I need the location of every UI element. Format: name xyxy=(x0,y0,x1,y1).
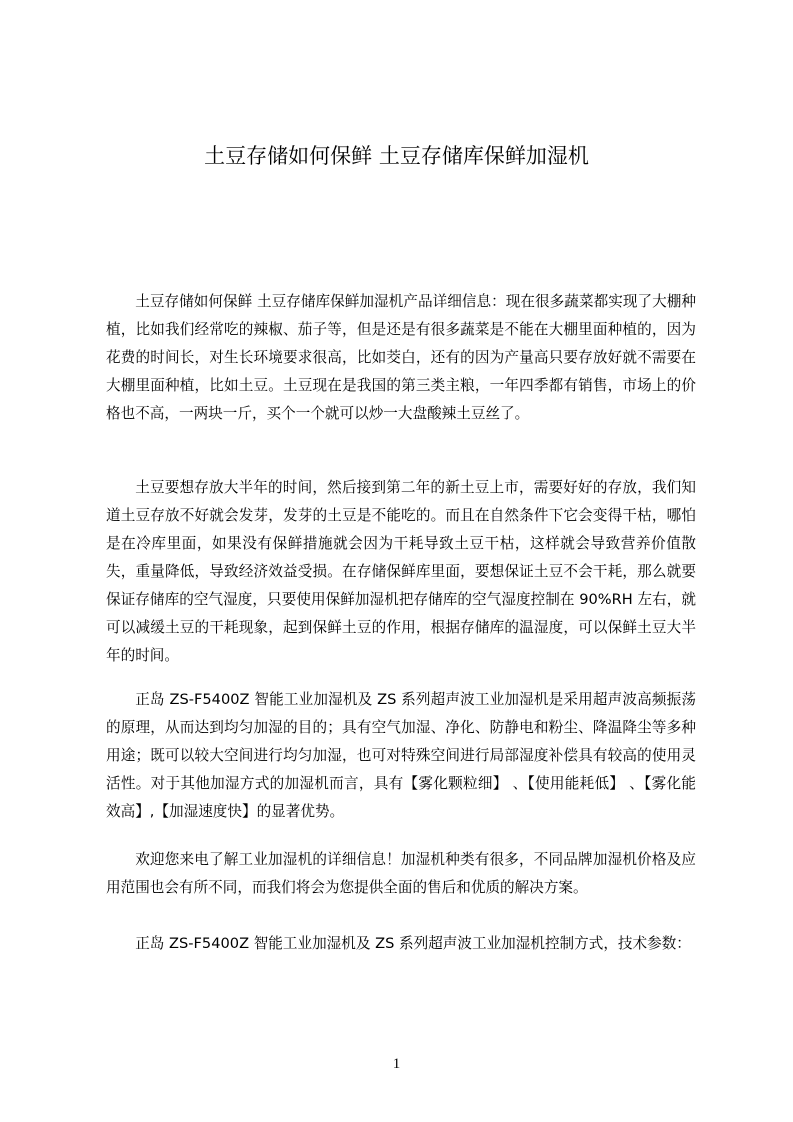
page-number: 1 xyxy=(392,1056,401,1072)
paragraph-contact: 欢迎您来电了解工业加湿机的详细信息！加湿机种类有很多，不同品牌加湿机价格及应用范围也会有所不同，而我们将会为您提供全面的售后和优质的解决方案。 xyxy=(106,851,696,896)
paragraph-intro: 土豆存储如何保鲜 土豆存储库保鲜加湿机产品详细信息：现在很多蔬菜都实现了大棚种植，比如我们经常吃的辣椒、茄子等，但是还是有很多蔬菜是不能在大棚里面种植的，因为花费的时间长，对生长环境要求很高，比如茭白，还有的因为产量高只要存放好就不需要在大棚里面种植，比如土豆。土豆现在是我国的第三类主粮，一年四季都有销售，市场上的价格也不高，一两块一斤，买个一个就可以炒一大盘酸辣土豆丝了。 xyxy=(106,293,696,422)
paragraph-product: 正岛 ZS-F5400Z 智能工业加湿机及 ZS 系列超声波工业加湿机是采用超声波高频振荡的原理，从而达到均匀加湿的目的；具有空气加湿、净化、防静电和粉尘、降温降尘等多种用途；既可以较大空间进行均匀加湿，也可对特殊空间进行局部湿度补偿具有较高的使用灵活性。对于其他加湿方式的加湿机而言，具有【雾化颗粒细】 、【使用能耗低】 、【雾化能效高】,【加湿速度快】的显著优势。 xyxy=(106,691,696,820)
paragraph-specs-heading: 正岛 ZS-F5400Z 智能工业加湿机及 ZS 系列超声波工业加湿机控制方式，技术参数： xyxy=(135,935,691,952)
paragraph-storage: 土豆要想存放大半年的时间，然后接到第二年的新土豆上市，需要好好的存放，我们知道土豆存放不好就会发芽，发芽的土豆是不能吃的。而且在自然条件下它会变得干枯，哪怕是在冷库里面，如果没有保鲜措施就会因为干耗导致土豆干枯，这样就会导致营养价值散失，重量降低，导致经济效益受损。在存储保鲜库里面，要想保证土豆不会干耗，那么就要保证存储库的空气湿度，只要使用保鲜加湿机把存储库的空气湿度控制在 90%RH 左右，就可以减缓土豆的干耗现象，起到保鲜土豆的作用，根据存储库的温湿度，可以保鲜土豆大半年的时间。 xyxy=(106,479,696,664)
document-title: 土豆存储如何保鲜 土豆存储库保鲜加湿机 xyxy=(204,144,589,168)
